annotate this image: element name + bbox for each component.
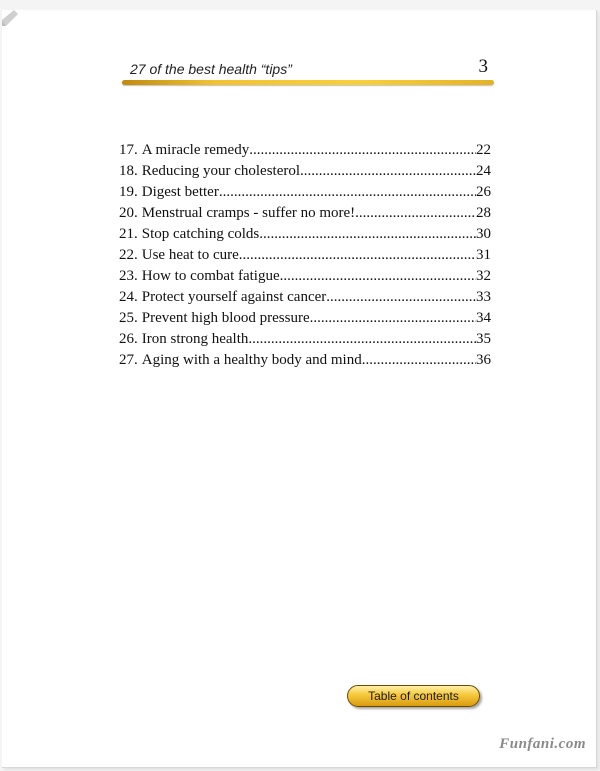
table-of-contents-button[interactable]: Table of contents bbox=[347, 685, 480, 707]
page-corner-fold-icon bbox=[2, 10, 24, 28]
toc-entry-page: 28 bbox=[476, 205, 491, 221]
toc-entry-page: 24 bbox=[476, 163, 491, 179]
toc-entry-leader-dots bbox=[259, 224, 476, 245]
toc-entry-leader-dots bbox=[300, 161, 476, 182]
toc-entry-number: 25. bbox=[119, 310, 138, 326]
toc-entry[interactable] bbox=[119, 161, 491, 182]
toc-entry-leader-dots bbox=[249, 140, 476, 161]
header-title: 27 of the best health “tips” bbox=[130, 61, 292, 77]
toc-entry-page: 34 bbox=[476, 310, 491, 326]
toc-entry-page: 22 bbox=[476, 142, 491, 158]
toc-entry-number: 20. bbox=[119, 205, 138, 221]
toc-entry-title: Protect yourself against cancer bbox=[141, 289, 327, 305]
toc-entry-number: 17. bbox=[119, 142, 138, 158]
toc-entry[interactable] bbox=[119, 350, 491, 371]
toc-entry-title: Digest better bbox=[141, 184, 219, 200]
toc-entry-title: How to combat fatigue bbox=[141, 268, 280, 284]
toc-entry-title: Aging with a healthy body and mind bbox=[141, 352, 362, 368]
table-of-contents-list bbox=[119, 140, 491, 371]
toc-entry-leader-dots bbox=[239, 245, 476, 266]
toc-entry-leader-dots bbox=[280, 266, 476, 287]
toc-entry-number: 19. bbox=[119, 184, 138, 200]
toc-entry[interactable] bbox=[119, 329, 491, 350]
toc-entry-title: A miracle remedy bbox=[141, 142, 250, 158]
toc-entry-page: 26 bbox=[476, 184, 491, 200]
toc-entry-number: 22. bbox=[119, 247, 138, 263]
toc-entry-page: 36 bbox=[476, 352, 491, 368]
toc-entry[interactable] bbox=[119, 287, 491, 308]
toc-entry[interactable] bbox=[119, 140, 491, 161]
page-header bbox=[122, 48, 494, 88]
toc-entry-number: 24. bbox=[119, 289, 138, 305]
toc-entry-page: 32 bbox=[476, 268, 491, 284]
toc-entry-title: Use heat to cure bbox=[141, 247, 239, 263]
toc-entry[interactable] bbox=[119, 203, 491, 224]
toc-entry-leader-dots bbox=[362, 350, 476, 371]
header-gold-bar bbox=[122, 80, 494, 85]
toc-entry-number: 21. bbox=[119, 226, 138, 242]
toc-entry-leader-dots bbox=[326, 287, 476, 308]
toc-entry-leader-dots bbox=[310, 308, 476, 329]
toc-entry-number: 18. bbox=[119, 163, 138, 179]
toc-entry-title: Menstrual cramps - suffer no more! bbox=[141, 205, 356, 221]
toc-entry-page: 35 bbox=[476, 331, 491, 347]
toc-entry-number: 26. bbox=[119, 331, 138, 347]
watermark-logo: Funfani.com bbox=[499, 736, 586, 752]
toc-entry[interactable] bbox=[119, 224, 491, 245]
toc-entry-title: Prevent high blood pressure bbox=[141, 310, 310, 326]
toc-entry-title: Reducing your cholesterol bbox=[141, 163, 301, 179]
toc-entry-page: 31 bbox=[476, 247, 491, 263]
toc-entry[interactable] bbox=[119, 308, 491, 329]
toc-entry-number: 23. bbox=[119, 268, 138, 284]
toc-entry-leader-dots bbox=[355, 203, 476, 224]
toc-entry-title: Stop catching colds bbox=[141, 226, 260, 242]
toc-entry[interactable] bbox=[119, 182, 491, 203]
document-page bbox=[2, 10, 597, 768]
toc-entry-title: Iron strong health bbox=[141, 331, 249, 347]
toc-entry-leader-dots bbox=[219, 182, 476, 203]
toc-entry-leader-dots bbox=[248, 329, 476, 350]
header-page-number: 3 bbox=[478, 56, 488, 77]
toc-entry-page: 30 bbox=[476, 226, 491, 242]
toc-entry-page: 33 bbox=[476, 289, 491, 305]
toc-entry-number: 27. bbox=[119, 352, 138, 368]
toc-entry[interactable] bbox=[119, 245, 491, 266]
toc-entry[interactable] bbox=[119, 266, 491, 287]
